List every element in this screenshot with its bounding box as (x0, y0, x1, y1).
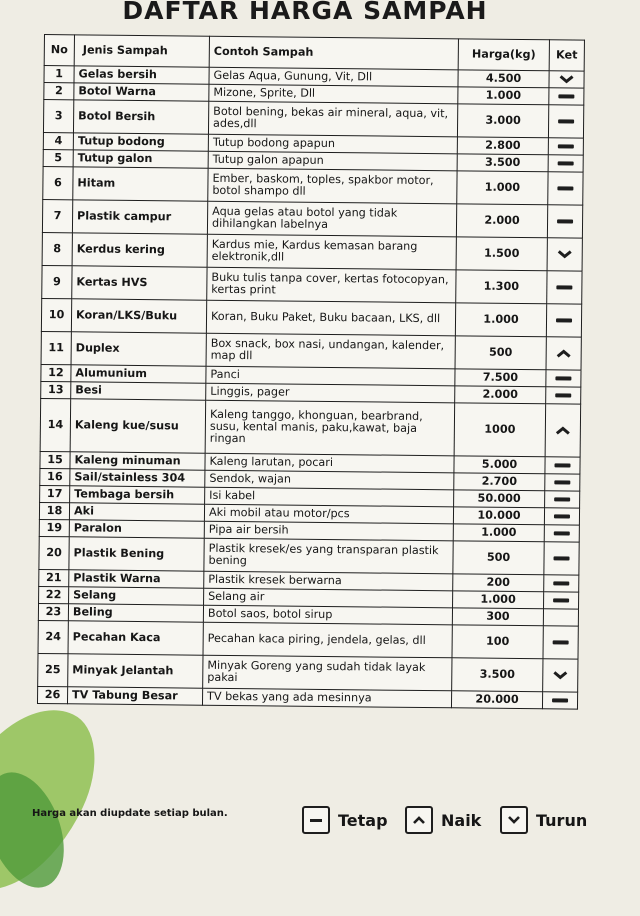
row-ket (544, 575, 579, 592)
row-contoh: Botol bening, bekas air mineral, aqua, vit, ades,dll (208, 101, 457, 137)
header-jenis: Jenis Sampah (74, 35, 209, 67)
row-contoh: Panci (206, 366, 455, 386)
row-contoh: Pecahan kaca piring, jendela, gelas, dll (203, 622, 452, 658)
row-number: 22 (39, 586, 69, 603)
row-harga: 500 (453, 541, 544, 575)
row-harga: 5.000 (454, 456, 545, 474)
row-number: 10 (41, 298, 71, 331)
row-jenis: Selang (69, 587, 204, 605)
row-harga: 500 (455, 336, 546, 370)
flat-icon (556, 318, 572, 322)
row-jenis: Besi (71, 382, 206, 400)
flat-icon (557, 219, 573, 223)
row-harga: 2.700 (454, 473, 545, 491)
row-contoh: Koran, Buku Paket, Buku bacaan, LKS, dll (206, 300, 455, 336)
table-row (43, 100, 583, 139)
row-jenis: Tembaga bersih (70, 486, 205, 504)
row-contoh: Mizone, Sprite, Dll (209, 84, 458, 104)
row-ket (548, 155, 583, 172)
flat-icon (558, 119, 574, 123)
row-harga: 1.000 (453, 591, 544, 609)
row-jenis: Plastik Bening (69, 537, 204, 571)
row-ket (543, 609, 578, 626)
row-ket (545, 457, 580, 474)
table-row (40, 398, 581, 457)
flat-icon (302, 806, 330, 834)
row-harga: 100 (452, 625, 543, 659)
chevron-up-icon (405, 806, 433, 834)
row-contoh: Kardus mie, Kardus kemasan barang elektronik,dll (207, 234, 456, 270)
row-number: 13 (41, 381, 71, 398)
row-number: 24 (38, 620, 68, 653)
page-title: DAFTAR HARGA SAMPAH (122, 0, 488, 25)
row-jenis: Aki (69, 503, 204, 521)
row-ket (549, 88, 584, 105)
row-contoh: Kaleng larutan, pocari (205, 453, 454, 473)
flat-icon (558, 144, 574, 148)
row-jenis: Kerdus kering (72, 233, 207, 267)
row-number: 6 (43, 166, 73, 199)
row-number: 8 (42, 232, 72, 265)
flat-icon (554, 514, 570, 518)
row-harga: 2.000 (455, 386, 546, 404)
legend-tetap-label: Tetap (338, 810, 388, 830)
table-row (43, 166, 583, 205)
row-contoh: Tutup bodong apapun (208, 134, 457, 154)
chevron-down-icon (552, 670, 568, 680)
row-number: 20 (39, 536, 69, 569)
flat-icon (554, 480, 570, 484)
row-ket (548, 172, 583, 205)
row-number: 14 (40, 398, 71, 451)
row-contoh: Kaleng tanggo, khonguan, bearbrand, susu, kental manis, paku,kawat, baja ringan (205, 400, 455, 456)
row-ket (546, 337, 581, 370)
legend-tetap (302, 806, 388, 834)
row-ket (547, 271, 582, 304)
row-harga: 1.300 (456, 270, 547, 304)
row-contoh: Sendok, wajan (205, 470, 454, 490)
row-contoh: Aqua gelas atau botol yang tidak dihilangkan labelnya (207, 201, 456, 237)
row-harga: 2.000 (456, 204, 547, 238)
row-ket (545, 491, 580, 508)
row-ket (549, 71, 584, 88)
flat-icon (558, 161, 574, 165)
row-contoh: Gelas Aqua, Gunung, Vit, Dll (209, 67, 458, 87)
row-ket (544, 525, 579, 542)
row-number: 26 (37, 686, 67, 703)
row-number: 4 (43, 132, 73, 149)
row-contoh: Ember, baskom, toples, spakbor motor, botol shampo dll (208, 168, 457, 204)
row-harga: 2.800 (457, 137, 548, 155)
price-table (37, 34, 585, 710)
row-number: 5 (43, 149, 73, 166)
row-number: 9 (42, 265, 72, 298)
flat-icon (553, 581, 569, 585)
table-row (38, 653, 578, 692)
legend-naik (405, 806, 481, 834)
row-jenis: TV Tabung Besar (67, 687, 202, 705)
row-contoh: Pipa air bersih (204, 521, 453, 541)
row-number: 12 (41, 364, 71, 381)
flat-icon (555, 393, 571, 397)
row-jenis: Alumunium (71, 365, 206, 383)
row-jenis: Kaleng minuman (70, 452, 205, 470)
row-jenis: Gelas bersih (74, 66, 209, 84)
row-contoh: Botol saos, botol sirup (203, 605, 452, 625)
row-contoh: Plastik kresek berwarna (204, 571, 453, 591)
row-contoh: Buku tulis tanpa cover, kertas fotocopyan, kertas print (207, 267, 456, 303)
row-jenis: Plastik Warna (69, 570, 204, 588)
row-harga: 20.000 (451, 691, 542, 709)
row-jenis: Pecahan Kaca (68, 621, 203, 655)
row-jenis: Kaleng kue/susu (70, 399, 206, 453)
row-harga: 300 (452, 608, 543, 626)
row-ket (543, 626, 578, 659)
flat-icon (555, 376, 571, 380)
flat-icon (556, 285, 572, 289)
chevron-down-icon (500, 806, 528, 834)
row-harga: 50.000 (454, 490, 545, 508)
row-jenis: Sail/stainless 304 (70, 469, 205, 487)
row-number: 2 (44, 83, 74, 100)
row-number: 11 (41, 331, 71, 364)
chevron-down-icon (559, 74, 575, 84)
row-ket (546, 387, 581, 404)
row-number: 15 (40, 451, 70, 468)
row-contoh: Selang air (204, 588, 453, 608)
header-no: No (44, 35, 74, 66)
row-harga: 7.500 (455, 369, 546, 387)
row-harga: 1.000 (458, 87, 549, 105)
row-jenis: Beling (68, 604, 203, 622)
row-jenis: Tutup galon (73, 150, 208, 168)
row-jenis: Plastik campur (72, 200, 207, 234)
legend-turun-label: Turun (536, 810, 588, 830)
row-harga: 200 (453, 574, 544, 592)
row-ket (544, 542, 579, 575)
legend-turun (500, 806, 587, 834)
row-contoh: Isi kabel (205, 487, 454, 507)
row-number: 17 (40, 485, 70, 502)
row-contoh: Minyak Goreng yang sudah tidak layak pakai (203, 655, 452, 691)
chevron-up-icon (555, 425, 571, 435)
row-ket (542, 692, 577, 709)
row-harga: 4.500 (458, 70, 549, 88)
chevron-down-icon (557, 249, 573, 259)
row-jenis: Kertas HVS (72, 266, 207, 300)
row-jenis: Koran/LKS/Buku (71, 299, 206, 333)
row-number: 18 (39, 502, 69, 519)
footer-note: Harga akan diupdate setiap bulan. (32, 808, 228, 819)
flat-icon (554, 463, 570, 467)
row-ket (548, 138, 583, 155)
row-number: 7 (42, 199, 72, 232)
row-ket (545, 404, 581, 457)
row-ket (544, 592, 579, 609)
header-harga: Harga(kg) (458, 39, 549, 71)
row-harga: 1.000 (455, 303, 546, 337)
row-contoh: Plastik kresek/es yang transparan plastik bening (204, 538, 453, 574)
flat-icon (554, 531, 570, 535)
row-contoh: Box snack, box nasi, undangan, kalender, map dll (206, 333, 455, 369)
row-ket (546, 370, 581, 387)
row-ket (545, 474, 580, 491)
row-number: 25 (38, 653, 68, 686)
flat-icon (553, 598, 569, 602)
row-jenis: Hitam (73, 167, 208, 201)
chevron-up-icon (556, 348, 572, 358)
row-ket (548, 105, 583, 138)
row-ket (546, 304, 581, 337)
row-harga: 1000 (454, 403, 546, 457)
flat-icon (557, 186, 573, 190)
row-number: 23 (38, 603, 68, 620)
row-jenis: Duplex (71, 332, 206, 366)
row-number: 3 (43, 100, 73, 133)
row-number: 1 (44, 66, 74, 83)
header-ket: Ket (549, 40, 584, 71)
flat-icon (554, 497, 570, 501)
row-ket (544, 508, 579, 525)
row-harga: 1.000 (457, 171, 548, 205)
row-ket (547, 205, 582, 238)
row-number: 16 (40, 468, 70, 485)
legend-naik-label: Naik (441, 810, 482, 830)
flat-icon (558, 94, 574, 98)
row-jenis: Botol Bersih (73, 100, 208, 134)
row-ket (543, 659, 578, 692)
row-jenis: Tutup bodong (73, 133, 208, 151)
row-jenis: Paralon (69, 520, 204, 538)
header-contoh: Contoh Sampah (209, 36, 458, 70)
row-harga: 1.500 (456, 237, 547, 271)
row-harga: 3.500 (457, 154, 548, 172)
row-harga: 3.500 (452, 658, 543, 692)
row-harga: 3.000 (457, 104, 548, 138)
row-jenis: Botol Warna (74, 83, 209, 101)
row-number: 19 (39, 519, 69, 536)
row-contoh: Linggis, pager (206, 383, 455, 403)
flat-icon (552, 698, 568, 702)
row-harga: 1.000 (453, 524, 544, 542)
flat-icon (553, 640, 569, 644)
row-contoh: TV bekas yang ada mesinnya (202, 688, 451, 708)
row-ket (547, 238, 582, 271)
row-jenis: Minyak Jelantah (68, 654, 203, 688)
row-contoh: Tutup galon apapun (208, 151, 457, 171)
row-harga: 10.000 (453, 507, 544, 525)
flat-icon (554, 556, 570, 560)
row-number: 21 (39, 569, 69, 586)
row-contoh: Aki mobil atau motor/pcs (204, 504, 453, 524)
